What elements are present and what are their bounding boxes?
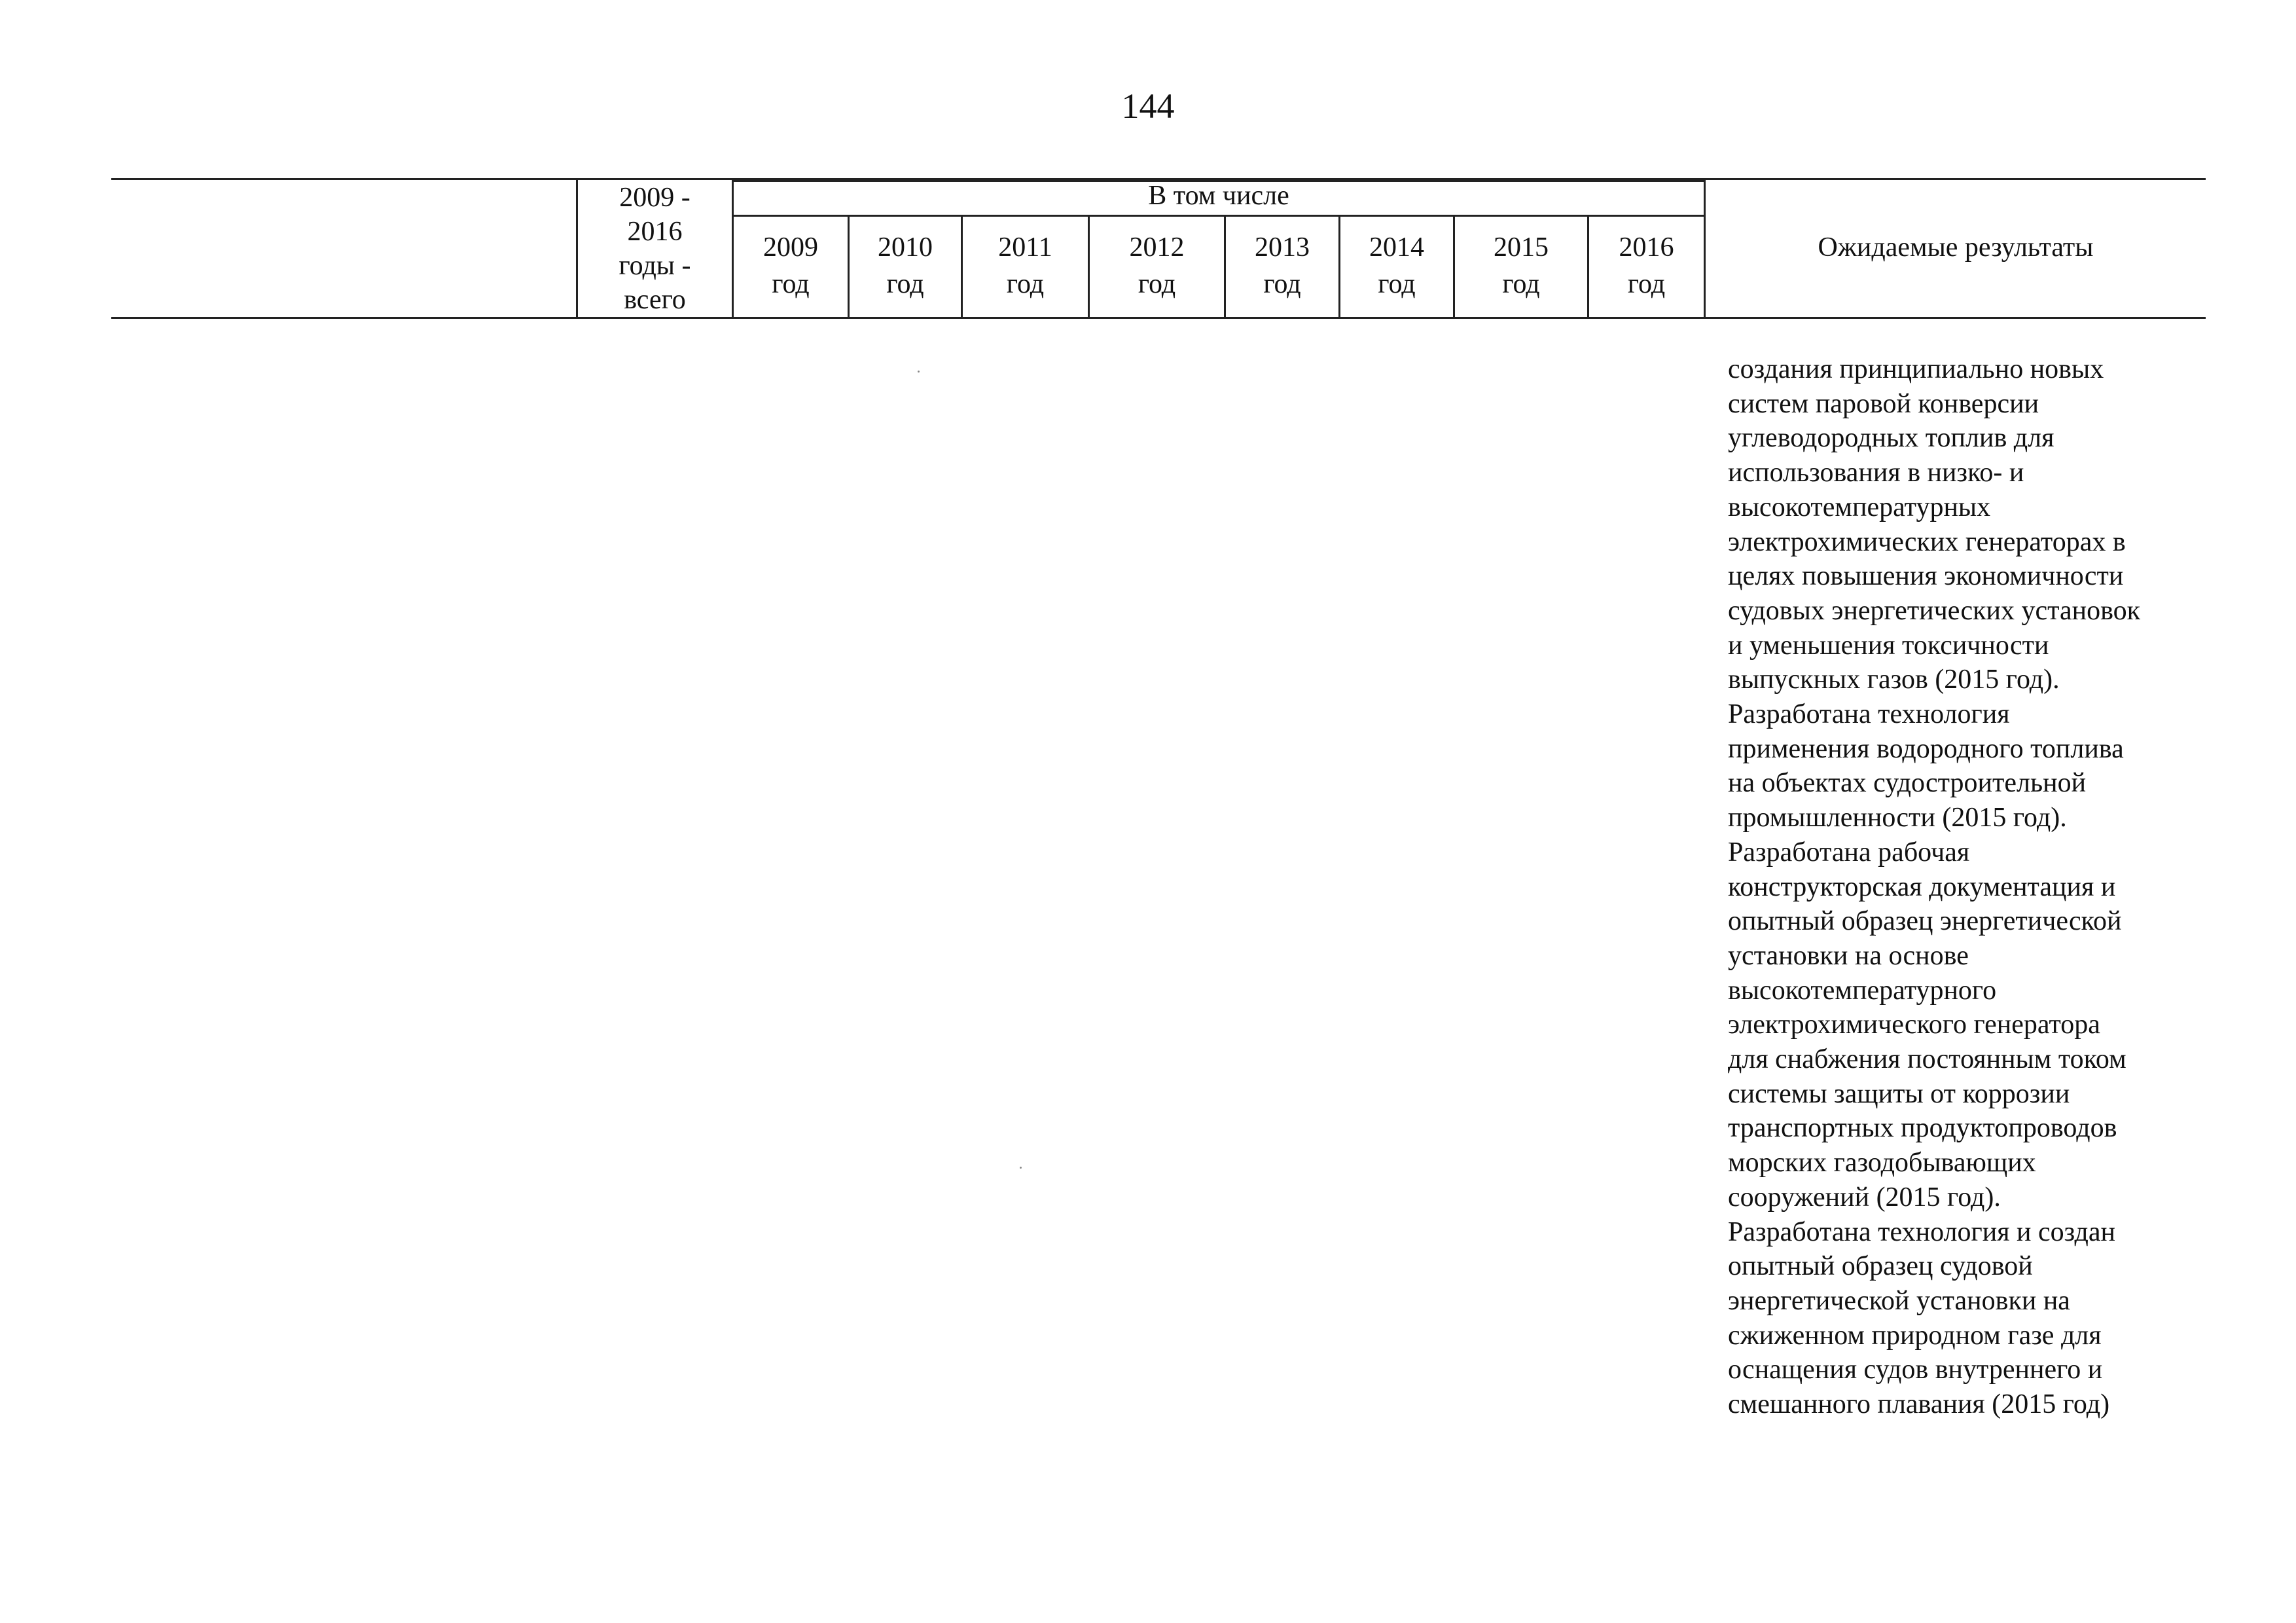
year-label: 2012 — [1129, 232, 1185, 263]
year-label: 2009 — [763, 232, 818, 263]
year-unit: год — [1138, 269, 1176, 299]
year-unit: год — [1502, 269, 1540, 299]
scan-speck — [918, 371, 920, 373]
year-unit: год — [1006, 269, 1045, 299]
year-unit: год — [1263, 269, 1301, 299]
year-label: 2014 — [1369, 232, 1424, 263]
year-label: 2011 — [998, 232, 1052, 263]
expected-results-text: создания принципиально новых систем паровой конверсии углеводородных топлив для использования в низко- и высокотемпературных электрохимических генераторах в целях повышения экономичности судовых энергетических установок и уменьшения токсичности выпускных газов (2015 год). Разработана технология применения водородного топлива на объектах судостроительной промышленности (2015 год). Разработана рабочая конструкторская документация и опытный образец энергетической установки на основе высокотемпературного электрохимического генератора для снабжения постоянным током системы защиты от коррозии транспортных продуктопроводов морских газодобывающих сооружений (2015 год). Разработана технология и создан опытный образец судовой энергетической установки на сжиженном природном газе для оснащения судов внутреннего и смешанного плавания (2015 год) — [1728, 354, 2141, 1420]
scan-speck — [1020, 1167, 1022, 1169]
year-label: 2010 — [878, 232, 933, 263]
year-unit: год — [772, 269, 810, 299]
group-bottom-rule — [732, 215, 1706, 217]
year-unit: год — [886, 269, 924, 299]
page-number: 144 — [1121, 86, 1175, 126]
total-column-header: 2009 - 2016 годы - всего — [619, 183, 691, 315]
year-unit: год — [1627, 269, 1666, 299]
header-bottom-rule — [111, 317, 2206, 319]
year-label: 2016 — [1619, 232, 1674, 263]
year-label: 2013 — [1255, 232, 1310, 263]
year-unit: год — [1378, 269, 1416, 299]
results-column-header: Ожидаемые результаты — [1818, 232, 2094, 263]
year-label: 2015 — [1494, 232, 1549, 263]
group-label: В том числе — [1148, 181, 1289, 211]
